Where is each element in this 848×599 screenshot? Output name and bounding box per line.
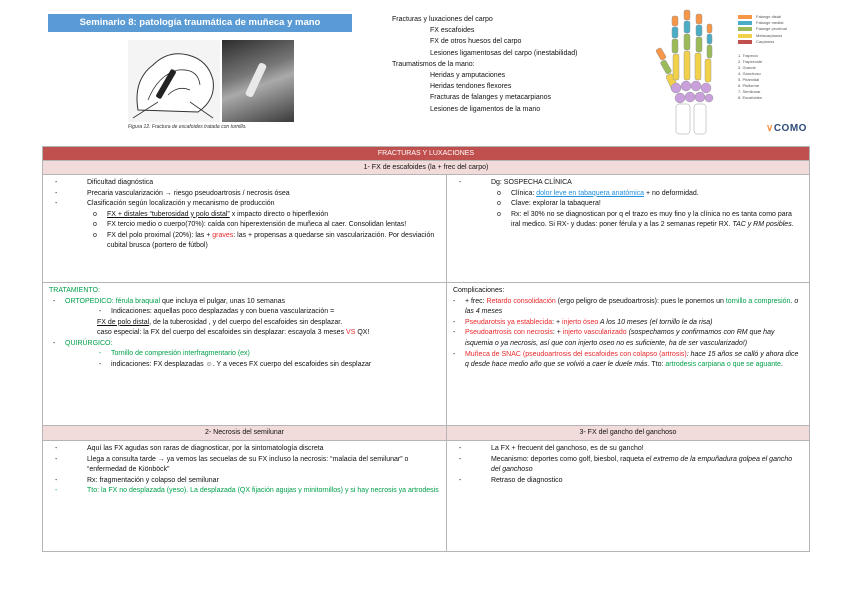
section-header-scaphoid: 1- FX de escafoides (la + frec del carpo) [43, 161, 809, 175]
scaphoid-diagnosis-cell: - Dg: SOSPECHA CLÍNICA o Clínica: dolor leve en tabaquera anatómica + no deformidad. o Clave: explorar la tabaquera! o Rx: el 30% no se diagnostican por q el trazo es muy fino y la clínica no es tanta como para iral medico. Si RX- y dudas: poner férula y a las 2 semanas repetir RX. TAC y RM posibles. [447, 175, 809, 282]
outline-item: Lesiones ligamentosas del carpo (inestabilidad) [430, 49, 578, 57]
table-row [43, 283, 809, 426]
outline-item: Heridas y amputaciones [430, 72, 506, 80]
legend-entry: Falange medial [738, 20, 838, 26]
outline-item: FX de otros huesos del carpo [430, 38, 522, 46]
scaphoid-treatment-cell: TRATAMIENTO: - ORTOPEDICO: férula braquial que incluya el pulgar, unas 10 semanas - Indicaciones: aquellas poco desplazadas y con buena vascularización = FX de polo distal, de la tuberosidad , y del cuerpo del escafoides sin desplazar. caso especial: la FX del cuerpo del escafoides sin desplazar: escayola 3 meses VS QX! - QUIRÚRGICO: - Tornillo de compresión interfragmentario (ex) - indicaciones: FX desplazadas ☺. Y a veces FX cuerpo del escafoides sin desplazar [43, 283, 447, 425]
legend-swatch [738, 15, 752, 19]
hand-legend [738, 14, 838, 101]
carpal-number-list: 1. Trapecio 2. Trapezoide 3. Grande 4. Ganchoso 5. Piramidal 6. Pisiforme 7. Semilunar 8. Escafoides [738, 52, 763, 100]
legend-entry: Falange proximal [738, 26, 838, 32]
outline-item: Fracturas de falanges y metacarpianos [430, 94, 552, 102]
table-row [43, 175, 809, 283]
legend-entry: Metacarpianos [738, 33, 838, 39]
outline-item: FX escafoides [430, 27, 475, 35]
figure-caption: Figura 12. Fractura de escafoides tratada con tornillo. [128, 124, 247, 130]
table-main-header: FRACTURAS Y LUXACIONES [43, 147, 809, 161]
scaphoid-clinical-cell: - Dificultad diagnóstica - Precaria vascularización → riesgo pseudoartrosis / necrosis ósea - Clasificación según localización y mecanismo de producción o FX + distales “tuberosidad y polo distal” x impacto directo o hiperflexión o FX tercio medio o cuerpo(70%): caída con hiperextensión de muñeca al caer. Consolidan lentas! o FX del polo proximal (20%): las + graves: las + propensas a quedarse sin vascularización. Por desviación cubital brusca (portero de fútbol) [43, 175, 447, 282]
hand-bones-diagram [654, 8, 734, 136]
lunate-necrosis-cell: - Aquí las FX agudas son raras de diagnosticar, por la sintomatología discreta - Llega a consulta tarde → ya vemos las secuelas de su FX incluso la necrosis: “malacia del semilunar” o “enfermedad de Kiönböck” - Rx: fragmentación y colapso del semilunar - Tto: la FX no desplazada (yeso). La desplazada (QX fijación agujas y minitornillos) y si hay necrosis ya artrodesis [43, 441, 447, 551]
outline-item: Heridas tendones flexores [430, 83, 512, 91]
brand-logo: ∨COMO [766, 123, 807, 134]
outline-heading: Traumatismos de la mano: [392, 60, 475, 68]
legend-swatch [738, 27, 752, 31]
scaphoid-complications-cell: Complicaciones: - + frec: Retardo consolidación (ergo peligro de pseudoartrosis): pues le ponemos un tornillo a compresión. o las 4 meses - Pseudarotsis ya establecida: + injerto óseo A los 10 meses (el tornillo le da risa) - Pseudoartrosis con necrosis: + injerto vascularizado (sospechamos y confirmamos con RM que hay isquemia o ya necrosis, así que con injerto oseo no es suficiente, ha de ser vascularizado!) - Muñeca de SNAC (pseudoartrosis del escafoides con colapso (artrosis): hace 15 años se calló y ahora dice q desde hace medio año que se volvió a caer le duele más. Tto: artrodesis carpiana o que se aguante. [447, 283, 809, 425]
outline-heading: Fracturas y luxaciones del carpo [392, 16, 493, 23]
legend-entry: Falange distal [738, 14, 838, 20]
table-row [43, 426, 809, 441]
legend-entry: Carpianos [738, 39, 838, 45]
legend-swatch [738, 40, 752, 44]
legend-swatch [738, 21, 752, 25]
table-row [43, 441, 809, 551]
hamate-hook-cell: - La FX + frecuent del ganchoso, es de su gancho! - Mecanismo: deportes como golf, biesbol, raqueta el extremo de la empuñadura golpea el gancho del ganchoso - Retraso de diagnostico [447, 441, 809, 551]
outline-item: Lesiones de ligamentos de la mano [430, 105, 541, 113]
legend-swatch [738, 34, 752, 38]
scaphoid-screw-illustration [128, 40, 220, 122]
page-title: Seminario 8: patología traumática de muñeca y mano [48, 14, 352, 32]
scaphoid-xray-image [222, 40, 294, 122]
section-header-lunate: 2- Necrosis del semilunar [43, 426, 447, 440]
fractures-table [42, 146, 810, 552]
section-header-hamate: 3- FX del gancho del ganchoso [447, 426, 809, 440]
topic-outline [392, 14, 652, 115]
